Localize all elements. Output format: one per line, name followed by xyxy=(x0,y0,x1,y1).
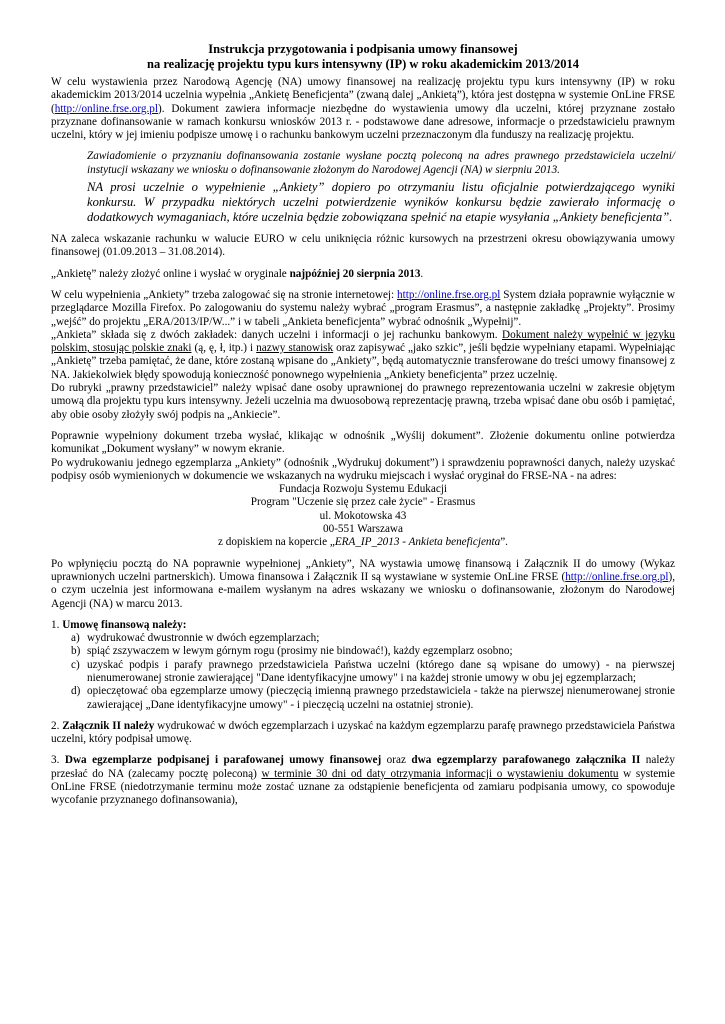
list-item-label: b) xyxy=(71,645,81,658)
section-3-text-2: należy przesłać do NA (zalecamy pocztę poleconą) xyxy=(51,754,675,780)
section-2-title: Załącznik II należy xyxy=(62,719,155,732)
section-1-title: Umowę finansową należy: xyxy=(62,618,187,631)
list-item xyxy=(51,685,675,712)
section-3-number: 3. xyxy=(51,754,65,767)
section-3-paragraph xyxy=(51,754,675,807)
after-receipt-text-1: Po wpłynięciu pocztą do NA poprawnie wypełnionej „Ankiety”, NA wystawia umowę finansową i Załącznik II do umowy (Wykaz uprawnionych uczelni partnerskich). Umowa finansowa i Załącznik II są wystawiane w systemie OnLine FRSE ( xyxy=(51,557,675,583)
send-paragraph: Poprawnie wypełniony dokument trzeba wysłać, klikając w odnośnik „Wyślij dokument”. Złożenie dokumentu online potwierdza komunikat „Dokument wysłany” w nowym ekranie. xyxy=(51,429,675,456)
deadline-text: „Ankietę” należy złożyć online i wysłać w oryginale xyxy=(51,267,290,280)
online-frse-link-3[interactable]: http://online.frse.org.pl xyxy=(565,570,669,583)
print-paragraph: Po wydrukowaniu jednego egzemplarza „Ankiety” (odnośnik „Wydrukuj dokument”) i sprawdzeniu poprawności danych, należy uzyskać podpisy osób wymienionych w dokumencie we wskazanych na wydruku miejscach i wysłać oryginał do FRSE-NA - na adres: xyxy=(51,456,675,482)
address-note-italic: ERA_IP_2013 - Ankieta beneficjenta xyxy=(334,536,501,549)
login-text-1: W celu wypełnienia „Ankiety” trzeba zalogować się na stronie internetowej: xyxy=(51,288,398,301)
section-2-paragraph xyxy=(51,720,675,747)
section-3-bold-2: dwa egzemplarzy parafowanego załącznika II xyxy=(411,754,641,767)
title-line-1: Instrukcja przygotowania i podpisania umowy finansowej xyxy=(208,42,518,56)
document-title xyxy=(51,42,675,72)
online-frse-link[interactable]: http://online.frse.org.pl xyxy=(54,102,159,115)
deadline-date: najpóźniej 20 sierpnia 2013 xyxy=(289,267,421,280)
tabs-underline-1: Dokument należy wypełnić w języku polskim, stosując polskie znaki xyxy=(51,328,675,355)
list-item xyxy=(51,632,675,645)
address-note-post: ”. xyxy=(500,536,508,549)
list-item xyxy=(51,645,675,658)
deadline-paragraph xyxy=(51,268,675,281)
section-3-text-3: w systemie OnLine FRSE (niedotrzymanie terminu może zostać uznane za odstąpienie beneficjenta od zamiaru podpisania umowy, co spowoduje wycofanie przyznanego dofinansowania), xyxy=(51,767,675,807)
login-paragraph xyxy=(51,289,675,329)
list-item-text: uzyskać podpis i parafy prawnego przedstawiciela Państwa uczelni (którego dane są wpisane do umowy) - na pierwszej nienumerowanej stronie zawierającej "Dane identyfikacyjne umowy" i na każdej stronie umowy w obu jej egzemplarzach; xyxy=(87,658,675,684)
tabs-text-1: „Ankieta” składa się z dwóch zakładek: danych uczelni i informacji o jej rachunku bankowym. xyxy=(51,328,503,341)
tabs-underline-2: nazwy stanowisk xyxy=(256,342,334,355)
address-line-3: ul. Mokotowska 43 xyxy=(319,509,407,522)
address-note-pre: z dopiskiem na kopercie „ xyxy=(218,536,335,549)
notice-mail-note: Zawiadomienie o przyznaniu dofinansowania zostanie wysłane pocztą poleconą na adres prawnego przedstawiciela uczelni/ instytucji wskazany we wniosku o dofinansowanie złożonym do Narodowej Agencji (NA) w sierpniu 2013. xyxy=(87,150,675,176)
section-3-bold-1: Dwa egzemplarze podpisanej i parafowanej umowy finansowej xyxy=(64,754,382,767)
list-item-text: spiąć zszywaczem w lewym górnym rogu (prosimy nie bindować!), każdy egzemplarz osobno; xyxy=(87,645,513,658)
login-text-2: System działa poprawnie wyłącznie w przeglądarce Mozilla Firefox. Po zalogowaniu do systemu należy wybrać „program Erasmus”, a następnie zakładkę „Projekty”. Prosimy „wejść” do projektu „ERA/2013/IP/W...” i w tabeli „Ankieta beneficjenta” wybrać odnośnik „Wypełnij”. xyxy=(51,288,675,328)
tabs-text-2: (ą, ę, ł, itp.) i xyxy=(191,342,257,355)
section-3-underline: w terminie 30 dni od daty otrzymania informacji o wystawieniu dokumentu xyxy=(261,767,619,780)
address-line-5 xyxy=(51,536,675,549)
section-1-heading xyxy=(51,619,675,632)
online-frse-link-2[interactable]: http://online.frse.org.pl xyxy=(397,288,501,301)
list-item xyxy=(51,659,675,686)
intro-text-2: ). Dokument zawiera informacje niezbędne do wystawienia umowy dla uczelni, której przyznane zostało przyznane dofinansowanie w ramach konkursu wniosków 2013 r. - podstawowe dane adresowe, informacje o przedstawicielu prawnym uczelni, który w jej imieniu podpisze umowę i o rachunku bankowym uczelni przeznaczonym dla funduszy na realizację projektu. xyxy=(51,102,675,142)
list-item-label: d) xyxy=(71,685,81,698)
title-line-2: na realizację projektu typu kurs intensywny (IP) w roku akademickim 2013/2014 xyxy=(147,57,579,71)
ankieta-note: NA prosi uczelnie o wypełnienie „Ankiety” dopiero po otrzymaniu listu oficjalnie potwierdzającego wyniki konkursu. W przypadku niektórych uczelni potwierdzenie wyników konkursu będzie zawierało informację o dodatkowych wymaganiach, które uczelnia będzie zobowiązana spełnić na etapie wysyłania „Ankiety beneficjenta”. xyxy=(87,180,675,225)
legal-representative-paragraph: Do rubryki „prawny przedstawiciel” należy wpisać dane osoby uprawnionej do prawnego reprezentowania uczelni w zakresie objętym umową dla projektu typu kurs intensywny. Jeżeli uczelnia ma dwuosobową reprezentację prawną, trzeba wpisać dane obu osób i pamiętać, aby obie osoby złożyły swój podpis na „Ankiecie”. xyxy=(51,382,675,421)
section-2-text: wydrukować w dwóch egzemplarzach i uzyskać na każdym egzemplarzu parafę prawnego przedstawiciela Państwa uczelni, który podpisał umowę. xyxy=(51,719,676,746)
address-line-4: 00-551 Warszawa xyxy=(323,523,403,536)
address-line-1: Fundacja Rozwoju Systemu Edukacji xyxy=(278,483,448,496)
list-item-text: opieczętować oba egzemplarze umowy (pieczęcią imienną prawnego przedstawiciela - także na pierwszej nienumerowanej stronie zawierającej „Dane identyfikacyjne umowy" - i pieczęcią uczelni na ostatniej stronie). xyxy=(87,685,675,711)
document-page xyxy=(51,42,675,808)
after-receipt-paragraph xyxy=(51,558,675,611)
tabs-text-3: oraz zapisywać „jako szkic”, jeśli będzie wypełniany etapami. Wypełniając „Ankietę” trzeba pamiętać, że dane, które zostaną wpisane do „Ankiety”, będą automatycznie transferowane do treści umowy finansowej z NA. Jakiekolwiek błędy spowodują konieczność ponownego wypełnienia „Ankiety beneficjenta” przez uczelnię. xyxy=(51,342,675,381)
list-item-label: c) xyxy=(71,658,80,671)
intro-paragraph xyxy=(51,76,675,142)
section-1-number: 1. xyxy=(51,618,63,631)
euro-account-paragraph: NA zaleca wskazanie rachunku w walucie EURO w celu uniknięcia różnic kursowych na przestrzeni okresu obowiązywania umowy finansowej (01.09.2013 – 31.08.2014). xyxy=(51,233,675,259)
section-3-text-1: oraz xyxy=(381,754,412,767)
after-receipt-text-2: ), o czym uczelnia jest informowana e-mailem wysłanym na adres wskazany we wniosku o dofinansowanie, złożonym do Narodowej Agencji (NA) w marcu 2013. xyxy=(51,570,675,610)
deadline-end: . xyxy=(420,267,424,280)
list-item-label: a) xyxy=(71,632,80,645)
section-1-list xyxy=(51,632,675,712)
intro-text-1: W celu wystawienia przez Narodową Agencję (NA) umowy finansowej na realizację projektu typu kurs intensywny (IP) w roku akademickim 2013/2014 uczelnia wypełnia „Ankietę Beneficjenta” (zwaną dalej „Ankietą”), która jest dostępna w systemie OnLine FRSE ( xyxy=(51,76,675,115)
tabs-paragraph xyxy=(51,329,675,382)
address-line-2: Program "Uczenie się przez całe życie" - Erasmus xyxy=(250,496,476,509)
list-item-text: wydrukować dwustronnie w dwóch egzemplarzach; xyxy=(87,632,320,645)
postal-address xyxy=(51,483,675,549)
section-2-number: 2. xyxy=(51,719,63,732)
